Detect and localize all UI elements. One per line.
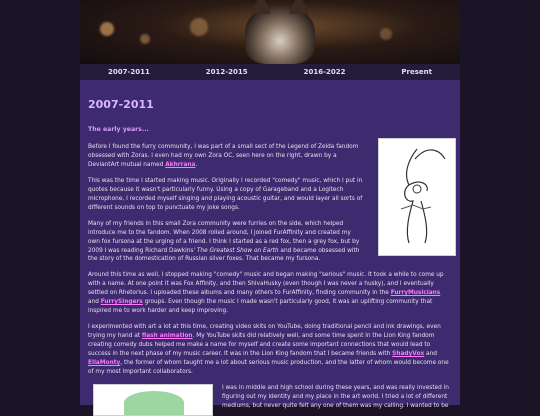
text: I experimented with art a lot at this time, creating video skits on YouTube, doing traditional pencil and ink drawings, even trying my hand at bbox=[88, 324, 441, 340]
text: and became obsessed with the story of the domestication of Russian silver foxes. That became my fursona. bbox=[88, 247, 360, 263]
fox-head-photo bbox=[245, 6, 315, 64]
text: and bbox=[88, 299, 101, 306]
text: Around this time as well, I stopped making "comedy" music and began making "serious" music. It took a while to come up with a name. At one point it was Fox Affinity, and then ShivaHusky (even though I was never a husky), and I eventually settled on Rhetorius. I uploaded these albums and many others to FurAffinity, finding community in the bbox=[88, 272, 444, 297]
nav-item-present[interactable]: Present bbox=[401, 68, 432, 76]
furrysingers-link[interactable]: FurrySingers bbox=[100, 299, 143, 306]
book-title: The Greatest Show on Earth bbox=[196, 247, 279, 254]
flash-animation-link[interactable]: flash animation bbox=[141, 333, 193, 340]
top-navigation bbox=[80, 64, 460, 80]
intro-text-block bbox=[88, 143, 364, 265]
ellamonty-link[interactable]: EllaMonty bbox=[88, 360, 121, 367]
page-frame bbox=[80, 0, 460, 409]
paragraph: I was in middle and high school during these years, and was really invested in figuring out my identity and my place in the art world. I tried a lot of different mediums, but never quite felt any one of them was my calling. I wanted to be bbox=[222, 385, 449, 409]
shadyvox-link[interactable]: ShadyVox bbox=[392, 351, 425, 358]
text: . bbox=[195, 161, 198, 168]
paragraph: This was the time I started making music. Originally I recorded "comedy" music, which I put in quotes because it wasn't particularly funny. Using a copy of Garageband and a Logitech microphone, I recorded myself singing and playing acoustic guitar, and would layer all sorts of different sounds on top to punctuate my joke songs. bbox=[88, 177, 363, 211]
text: Many of my friends in this small Zora community were furries on the side, which helped introduce me to the fandom. When 2008 rolled around, I joined FurAffinity and created my own fox fursona at the urging of a friend. I think I started as a red fox, then a grey fox, but by 2009 I was reading Richard Dawkins' bbox=[88, 220, 360, 254]
nav-item-2016-2022[interactable]: 2016-2022 bbox=[303, 68, 346, 76]
zora-sketch-icon bbox=[379, 139, 455, 255]
furrymusicians-link[interactable]: FurryMusicians bbox=[390, 290, 441, 297]
zora-oc-drawing-image bbox=[378, 138, 456, 256]
text: Before I found the furry community, I was part of a small sect of the Legend of Zelda fandom obsessed with Zoras. I even had my own Zora OC, seen here on the right, drawn by a DeviantArt mutual named bbox=[88, 143, 359, 168]
paragraph bbox=[88, 220, 364, 265]
text: groups. Even though the music I made wasn't particularly good, it was an uplifting community that inspired me to work harder and keep improving. bbox=[88, 299, 433, 315]
section-subtitle: The early years... bbox=[88, 126, 149, 134]
text: and bbox=[424, 351, 437, 358]
nav-item-2012-2015[interactable]: 2012-2015 bbox=[205, 68, 248, 76]
page-title: 2007-2011 bbox=[88, 98, 154, 111]
akhrrana-link[interactable]: Akhrrana bbox=[165, 161, 196, 168]
main-content bbox=[88, 96, 452, 409]
text: , the former of whom taught me a lot about serious music production, and the latter of whom would become one of my most important collaborators. bbox=[88, 360, 449, 376]
green-character-shape bbox=[124, 391, 184, 415]
hero-banner-image bbox=[80, 0, 460, 64]
paragraph bbox=[88, 323, 452, 377]
art-thumbnail-image bbox=[93, 384, 213, 416]
text: . My YouTube skits did relatively well, and some time spent in the Lion King fandom creating comedy dubs helped me make a name for myself and create some important connections that would lead to success in the next phase of my music career. It was in the Lion King fandom that I became friends with bbox=[88, 333, 435, 358]
paragraph bbox=[88, 143, 364, 170]
nav-item-2007-2011[interactable]: 2007-2011 bbox=[107, 68, 150, 76]
paragraph bbox=[88, 271, 452, 316]
